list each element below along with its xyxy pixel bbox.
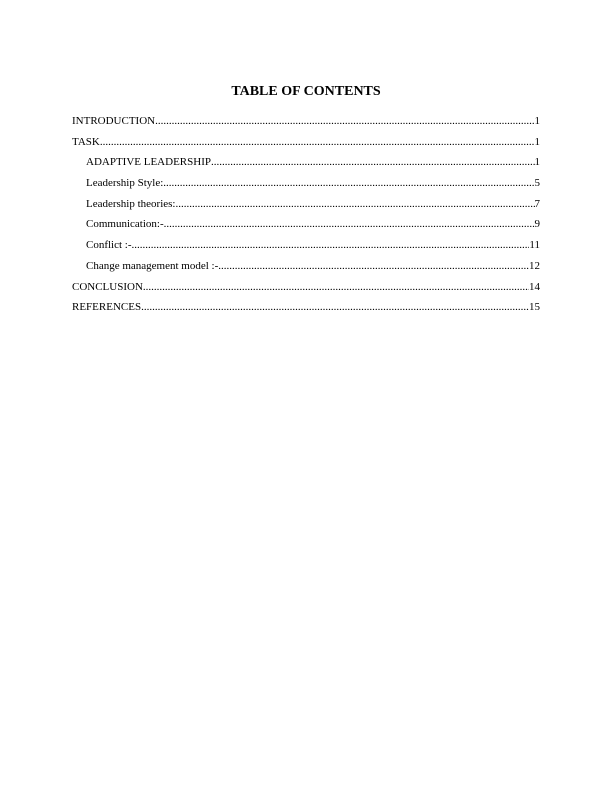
toc-entry-label: ADAPTIVE LEADERSHIP — [86, 156, 211, 169]
toc-entry-conclusion[interactable] — [72, 280, 540, 301]
dot-leader — [143, 280, 529, 294]
dot-leader — [100, 135, 535, 149]
toc-entry-label: Leadership theories: — [86, 197, 176, 210]
toc-entry-page: 9 — [534, 218, 540, 231]
toc-entry-page: 15 — [529, 301, 540, 314]
toc-entry-page: 1 — [534, 156, 540, 169]
toc-title: TABLE OF CONTENTS — [231, 84, 381, 99]
dot-leader — [141, 300, 529, 314]
dot-leader — [211, 155, 535, 169]
toc-entry-adaptive-leadership[interactable] — [72, 155, 540, 176]
toc-entry-page: 5 — [534, 177, 540, 190]
toc-entry-conflict[interactable] — [72, 238, 540, 259]
toc-entry-references[interactable] — [72, 300, 540, 321]
dot-leader — [163, 176, 534, 190]
toc-entry-change-management-model[interactable] — [72, 259, 540, 280]
toc-entry-page: 12 — [529, 259, 540, 272]
toc-entry-introduction[interactable] — [72, 114, 540, 135]
toc-list — [72, 114, 540, 321]
toc-entry-leadership-theories[interactable] — [72, 197, 540, 218]
dot-leader — [155, 114, 534, 128]
toc-entry-page: 14 — [529, 280, 540, 293]
toc-entry-label: Conflict :- — [86, 239, 132, 252]
toc-entry-label: TASK — [72, 135, 100, 148]
toc-entry-task[interactable] — [72, 135, 540, 156]
toc-entry-label: INTRODUCTION — [72, 115, 156, 127]
toc-entry-page: 1 — [534, 135, 540, 148]
toc-entry-page: 1 — [534, 115, 540, 127]
toc-entry-label: REFERENCES — [72, 301, 142, 314]
dot-leader — [218, 259, 529, 273]
dot-leader — [132, 238, 530, 252]
toc-entry-leadership-style[interactable] — [72, 176, 540, 197]
toc-entry-label: Leadership Style: — [86, 177, 164, 190]
toc-entry-label: Communication:- — [86, 218, 164, 231]
dot-leader — [164, 217, 535, 231]
toc-entry-label: Change management model :- — [86, 259, 219, 272]
toc-entry-page: 7 — [534, 197, 540, 210]
toc-entry-page: 11 — [529, 239, 540, 252]
toc-entry-communication[interactable] — [72, 217, 540, 238]
toc-entry-label: CONCLUSION — [72, 280, 143, 293]
dot-leader — [176, 197, 535, 211]
